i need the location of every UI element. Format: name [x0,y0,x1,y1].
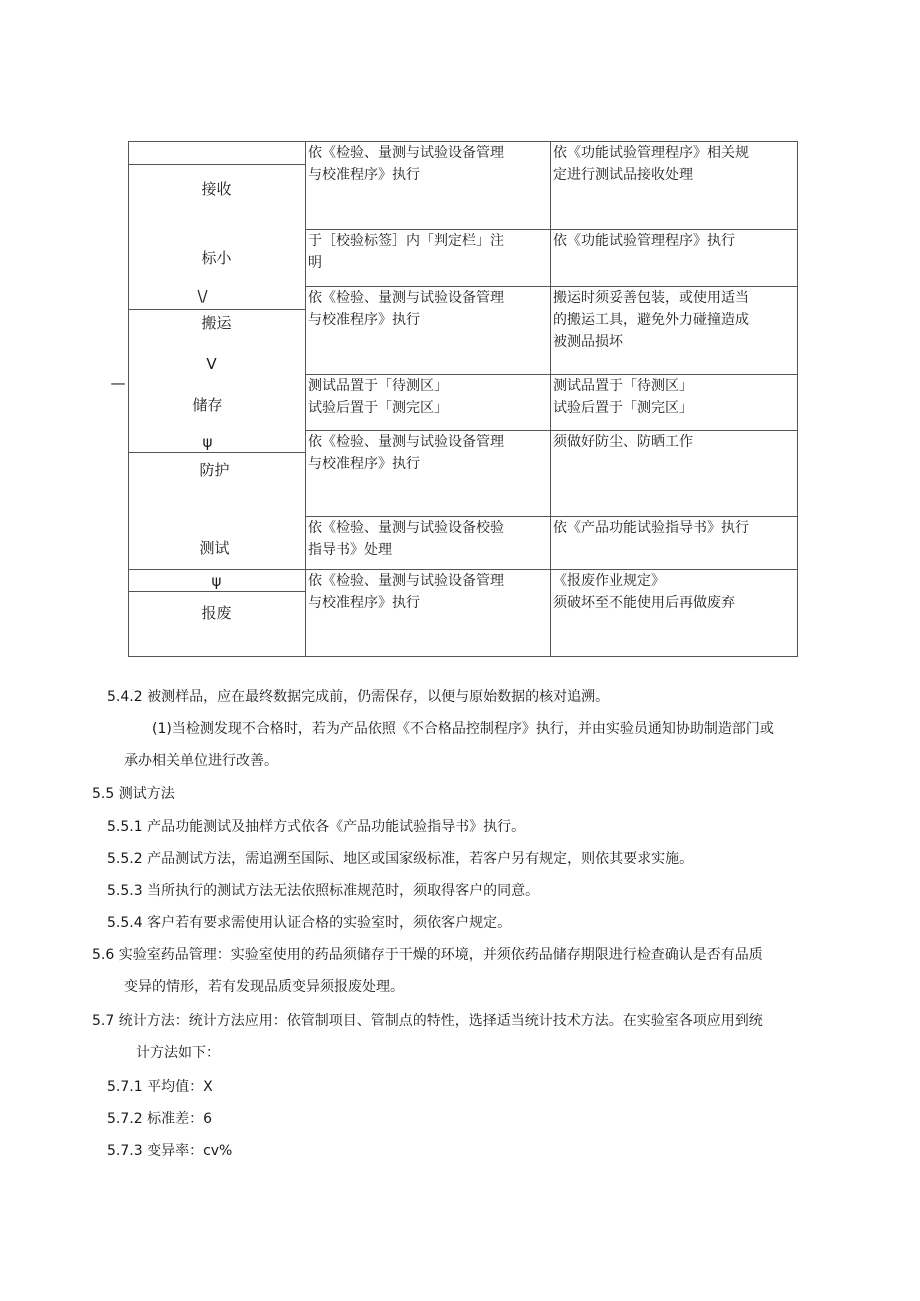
basis-cell: 依《检验、量测与试验设备管理 与校准程序》执行 [308,290,504,328]
paragraph-5-7-3: 5.7.3 变异率：cv% [107,1143,233,1159]
handling-cell: 依《功能试验管理程序》相关规 定进行测试品接收处理 [553,145,749,183]
handling-cell: 搬运时须妥善包装，或使用适当 的搬运工具，避免外力碰撞造成 被测品损坏 [553,290,749,350]
paragraph-5-7-line-1: 5.7 统计方法：统计方法应用：依管制项目、管制点的特性，选择适当统计技术方法。在实验室各项应用到统 [92,1013,763,1029]
flow-step-test: 测试 [199,539,230,557]
basis-cell: 依《检验、量测与试验设备校验 指导书》处理 [308,520,504,558]
paragraph-5-6-line-2: 变异的情形，若有发现品质变异须报废处理。 [124,979,404,995]
flow-step-store: 储存 [192,396,223,414]
paragraph-5-7-1: 5.7.1 平均值：X [107,1079,213,1095]
paragraph-5-5-3: 5.5.3 当所执行的测试方法无法依照标准规范时，须取得客户的同意。 [107,883,540,899]
basis-cell: 依《检验、量测与试验设备管理 与校准程序》执行 [308,145,504,183]
paragraph-5-7-line-2: 计方法如下： [136,1045,220,1061]
handling-cell: 须做好防尘、防晒工作 [553,434,693,450]
flow-arrow-4: ψ [211,572,222,590]
paragraph-5-4-2: 5.4.2 被测样品，应在最终数据完成前，仍需保存，以便与原始数据的核对追溯。 [107,689,610,705]
handling-cell: 依《产品功能试验指导书》执行 [553,520,749,536]
flow-step-transport: 搬运 [201,314,232,332]
paragraph-5-7-2: 5.7.2 标准差：6 [107,1111,212,1127]
flow-step-scrap: 报废 [201,604,232,622]
flow-step-label: 标小 [201,249,232,267]
flow-step-receive: 接收 [201,180,232,198]
paragraph-item-1-line-1: (1)当检测发现不合格时，若为产品依照《不合格品控制程序》执行，并由实验员通知协助制造部门或 [152,721,774,737]
paragraph-item-1-line-2: 承办相关单位进行改善。 [124,753,278,769]
flow-arrow-3: ψ [202,433,213,451]
basis-cell: 于［校验标签］内「判定栏」注 明 [308,233,504,271]
flow-step-protect: 防护 [199,461,230,479]
basis-cell: 测试品置于「待测区」 试验后置于「测完区」 [308,378,448,416]
paragraph-5-5-4: 5.5.4 客户若有要求需使用认证合格的实验室时，须依客户规定。 [107,915,512,931]
heading-5-5: 5.5 测试方法 [92,786,175,802]
basis-cell: 依《检验、量测与试验设备管理 与校准程序》执行 [308,573,504,611]
basis-cell: 依《检验、量测与试验设备管理 与校准程序》执行 [308,434,504,472]
handling-cell: 依《功能试验管理程序》执行 [553,233,735,249]
flow-arrow-1: \/ [197,287,208,305]
paragraph-5-5-2: 5.5.2 产品测试方法，需追溯至国际、地区或国家级标准，若客户另有规定，则依其要求实施。 [107,851,694,867]
paragraph-5-6-line-1: 5.6 实验室药品管理：实验室使用的药品须储存于干燥的环境，并须依药品储存期限进行检查确认是否有品质 [92,947,763,963]
flow-dash: — [110,374,126,392]
paragraph-5-5-1: 5.5.1 产品功能测试及抽样方式依各《产品功能试验指导书》执行。 [107,819,526,835]
flow-arrow-2: V [206,355,217,373]
handling-cell: 《报废作业规定》 须破坏至不能使用后再做废弃 [553,573,735,611]
process-table [110,141,798,657]
handling-cell: 测试品置于「待测区」 试验后置于「测完区」 [553,378,693,416]
